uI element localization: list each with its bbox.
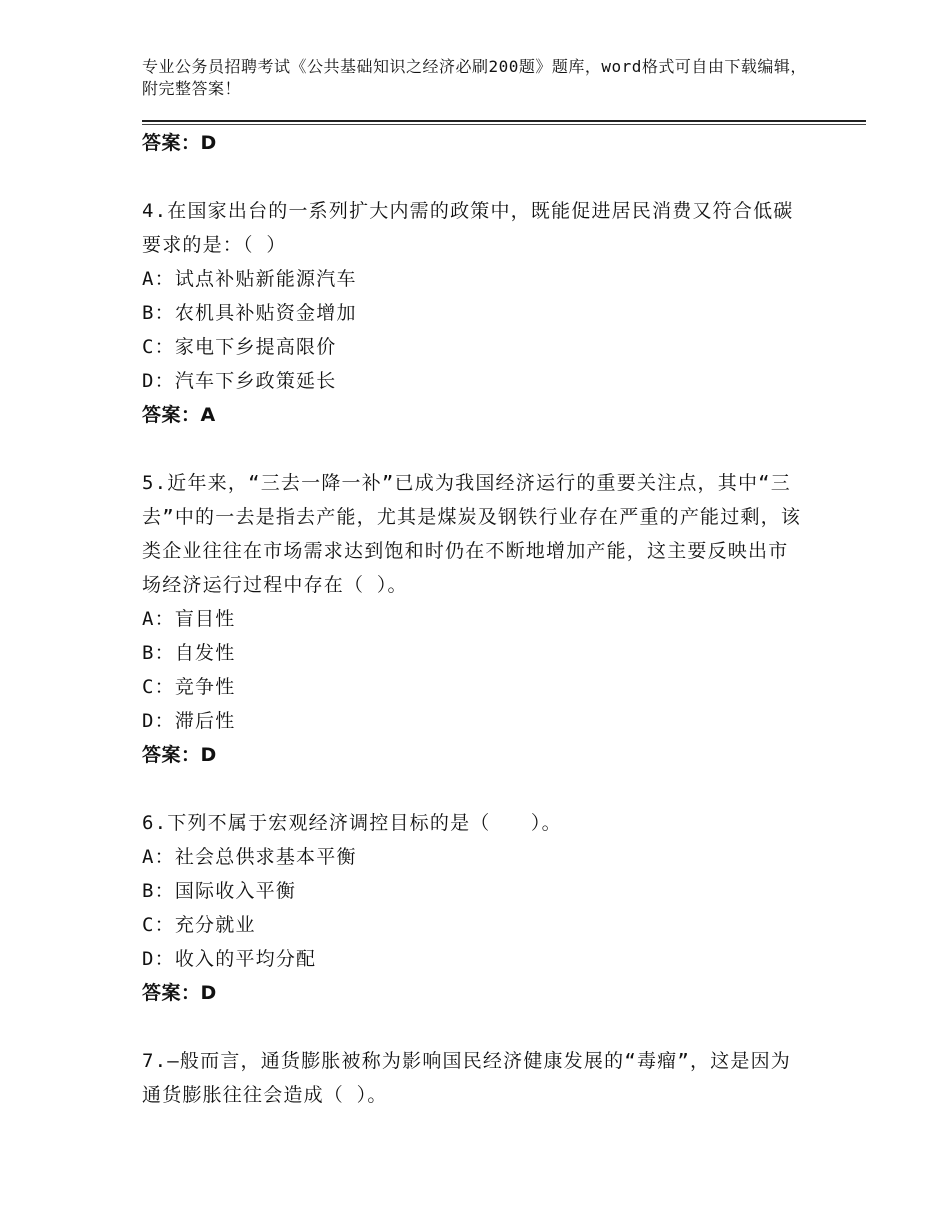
- option-c: C：竞争性: [142, 676, 236, 698]
- option-c: C：充分就业: [142, 914, 256, 936]
- option-b: B：自发性: [142, 642, 236, 664]
- answer: 答案：A: [142, 404, 216, 426]
- option-d: D：汽车下乡政策延长: [142, 370, 337, 392]
- option-a: A：社会总供求基本平衡: [142, 846, 357, 868]
- option-b: B：国际收入平衡: [142, 880, 297, 902]
- question-list: [142, 126, 802, 1112]
- question-stem: 5.近年来，“三去一降一补”已成为我国经济运行的重要关注点，其中“三去”中的一去是指去产能，尤其是煤炭及钢铁行业存在严重的产能过剩，该类企业往往在市场需求达到饱和时仍在不断地增加产能，这主要反映出市场经济运行过程中存在（ ）。: [142, 472, 802, 596]
- previous-answer: 答案：D: [142, 132, 217, 154]
- question-stem: 7.—般而言，通货膨胀被称为影响国民经济健康发展的“毒瘤”，这是因为通货膨胀往往会造成（ ）。: [142, 1050, 791, 1106]
- header-divider-thin: [142, 124, 866, 125]
- answer: 答案：D: [142, 982, 217, 1004]
- answer: 答案：D: [142, 744, 217, 766]
- option-a: A：试点补贴新能源汽车: [142, 268, 357, 290]
- page-header: 专业公务员招聘考试《公共基础知识之经济必刷200题》题库，word格式可自由下载编辑，附完整答案！: [142, 57, 807, 98]
- question-6: [142, 806, 802, 1010]
- option-d: D：收入的平均分配: [142, 948, 317, 970]
- header-divider-thick: [142, 120, 866, 122]
- question-4: [142, 194, 802, 432]
- option-c: C：家电下乡提高限价: [142, 336, 337, 358]
- option-b: B：农机具补贴资金增加: [142, 302, 357, 324]
- question-5: [142, 466, 802, 772]
- question-7: [142, 1044, 802, 1112]
- question-stem: 4.在国家出台的一系列扩大内需的政策中，既能促进居民消费又符合低碳要求的是：（ ）: [142, 200, 794, 256]
- option-a: A：盲目性: [142, 608, 236, 630]
- option-d: D：滞后性: [142, 710, 236, 732]
- question-stem: 6.下列不属于宏观经济调控目标的是（ ）。: [142, 812, 562, 834]
